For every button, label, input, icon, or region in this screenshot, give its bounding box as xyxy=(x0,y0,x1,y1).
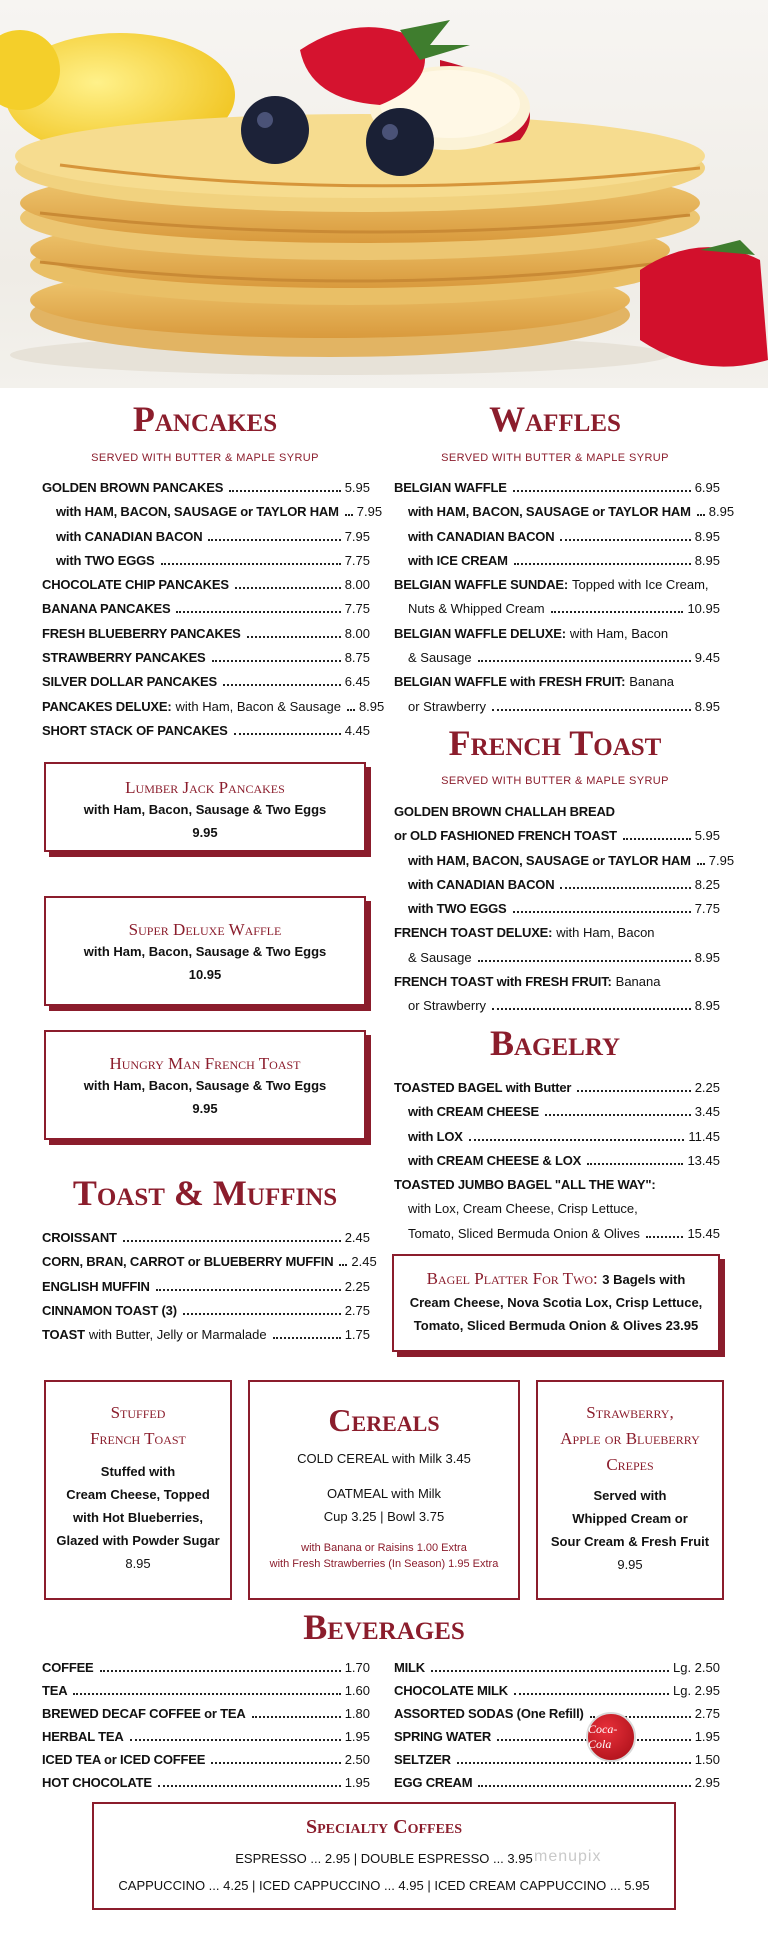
cereal-cold: COLD CEREAL with Milk 3.45 xyxy=(297,1451,471,1466)
menu-item xyxy=(394,1679,720,1702)
menu-item xyxy=(42,1226,370,1250)
toast-muffins-title: Toast & Muffins xyxy=(72,1173,338,1213)
bagelry-list xyxy=(394,1076,720,1246)
item-name: CORN, BRAN, CARROT or BLUEBERRY MUFFIN xyxy=(42,1254,334,1270)
coke-label: Coca-Cola xyxy=(588,1722,618,1751)
menu-item xyxy=(42,1299,370,1323)
special-box-lumber-jack xyxy=(44,762,366,852)
item-price: 2.45 xyxy=(344,1230,370,1245)
special-title: Super Deluxe Waffle xyxy=(128,920,282,939)
item-name: CHOCOLATE CHIP PANCAKES xyxy=(42,577,229,593)
coca-cola-logo xyxy=(586,1712,636,1762)
french-toast-title: French Toast xyxy=(448,723,662,763)
item-price: Lg. 2.50 xyxy=(673,1660,720,1675)
menu-item xyxy=(42,695,385,719)
menu-item xyxy=(42,1275,370,1299)
menu-item xyxy=(394,549,720,573)
watermark-text: menupix xyxy=(534,1848,602,1865)
crepes-price: 9.95 xyxy=(617,1557,643,1572)
menu-item xyxy=(42,1725,370,1748)
cereal-oatmeal: OATMEAL with Milk xyxy=(326,1486,442,1501)
item-note: with Lox, Cream Cheese, Crisp Lettuce, xyxy=(408,1201,638,1217)
item-name: with TWO EGGS xyxy=(408,901,507,917)
item-note: or Strawberry xyxy=(408,698,487,714)
item-name: GOLDEN BROWN PANCAKES xyxy=(42,480,224,495)
item-price: 1.95 xyxy=(344,1775,370,1790)
item-price: 8.95 xyxy=(708,504,735,520)
specialty-line: ESPRESSO ... 2.95 | DOUBLE ESPRESSO ... 3.95 xyxy=(235,1851,533,1866)
pancakes-subtitle: SERVED WITH BUTTER & MAPLE SYRUP xyxy=(91,452,319,464)
item-note: Topped with Ice Cream, xyxy=(571,577,709,593)
item-name: ASSORTED SODAS (One Refill) xyxy=(394,1706,584,1721)
item-name: MILK xyxy=(394,1660,425,1675)
item-price: 8.95 xyxy=(694,528,720,544)
item-name: CROISSANT xyxy=(42,1230,117,1245)
stuffed-french-toast-box xyxy=(44,1380,232,1600)
crepes-line: Sour Cream & Fresh Fruit xyxy=(550,1534,710,1549)
item-price: 8.95 xyxy=(694,552,720,568)
menu-item xyxy=(394,800,720,824)
menu-item xyxy=(394,573,720,597)
stuffed-line: Cream Cheese, Topped xyxy=(66,1487,210,1502)
item-name: BREWED DECAF COFFEE or TEA xyxy=(42,1706,246,1721)
stuffed-line: Glazed with Powder Sugar xyxy=(56,1533,220,1548)
menu-item xyxy=(42,476,370,500)
special-title: Hungry Man French Toast xyxy=(109,1054,301,1073)
cereal-extra: with Fresh Strawberries (In Season) 1.95 Extra xyxy=(269,1558,499,1570)
item-name: with CANADIAN BACON xyxy=(56,528,203,544)
item-name: CINNAMON TOAST (3) xyxy=(42,1302,177,1318)
item-name: with ICE CREAM xyxy=(408,552,508,568)
item-name: BELGIAN WAFFLE xyxy=(394,480,507,495)
crepes-line: Whipped Cream or xyxy=(572,1511,688,1526)
special-price: 9.95 xyxy=(192,1101,218,1116)
item-price: 2.25 xyxy=(344,1278,370,1294)
bagel-platter-box xyxy=(392,1254,720,1352)
crepes-title: Apple or Blueberry xyxy=(560,1429,700,1448)
menu-item xyxy=(394,597,720,621)
item-name: HERBAL TEA xyxy=(42,1729,124,1744)
item-price: 7.95 xyxy=(708,852,735,868)
item-name: BELGIAN WAFFLE DELUXE: xyxy=(394,625,566,641)
menu-item xyxy=(394,921,720,945)
menu-item xyxy=(42,646,370,670)
item-name: with CANADIAN BACON xyxy=(408,528,555,544)
menu-item xyxy=(394,476,720,500)
menu-item xyxy=(42,1679,370,1702)
menu-item xyxy=(394,1725,720,1748)
item-name: with CANADIAN BACON xyxy=(408,876,555,892)
item-price: 1.70 xyxy=(344,1660,370,1675)
menu-item xyxy=(394,1197,720,1221)
item-name: COFFEE xyxy=(42,1660,94,1675)
specialty-line: CAPPUCCINO ... 4.25 | ICED CAPPUCCINO ... 4.95 | ICED CREAM CAPPUCCINO ... 5.95 xyxy=(118,1878,650,1893)
item-name: or OLD FASHIONED FRENCH TOAST xyxy=(394,828,617,844)
platter-line: Tomato, Sliced Bermuda Onion & Olives 23.95 xyxy=(413,1318,699,1333)
item-name: with CREAM CHEESE xyxy=(408,1104,539,1120)
item-note: with Butter, Jelly or Marmalade xyxy=(88,1327,267,1343)
item-note: with Ham, Bacon xyxy=(569,625,669,641)
special-line: with Ham, Bacon, Sausage & Two Eggs xyxy=(83,1078,327,1093)
waffles-subtitle: SERVED WITH BUTTER & MAPLE SYRUP xyxy=(441,452,669,464)
pancake-stack-illustration xyxy=(0,0,768,388)
menu-item xyxy=(42,597,370,621)
item-price: 1.75 xyxy=(344,1327,370,1343)
special-box-super-deluxe-waffle xyxy=(44,896,366,1006)
menu-item xyxy=(394,1771,720,1794)
item-price: 1.60 xyxy=(344,1683,370,1698)
item-name: TEA xyxy=(42,1683,68,1698)
item-price: 9.45 xyxy=(694,650,720,666)
item-note: Tomato, Sliced Bermuda Onion & Olives xyxy=(408,1225,640,1241)
stuffed-title: Stuffed xyxy=(110,1403,166,1422)
item-price: 8.95 xyxy=(358,698,385,714)
item-price: 7.95 xyxy=(356,504,383,520)
menu-item xyxy=(394,1149,720,1173)
menu-item xyxy=(394,1125,720,1149)
menu-item xyxy=(42,1702,370,1725)
hero-photo xyxy=(0,0,768,388)
menu-item xyxy=(42,500,383,524)
item-name: CHOCOLATE MILK xyxy=(394,1683,508,1698)
item-name: TOASTED JUMBO BAGEL "ALL THE WAY": xyxy=(394,1177,656,1193)
special-title: Lumber Jack Pancakes xyxy=(125,778,285,797)
beverages-left-list xyxy=(42,1656,370,1794)
item-note: & Sausage xyxy=(408,949,472,965)
menu-item xyxy=(42,1250,377,1274)
menu-item xyxy=(394,1222,720,1246)
item-name: FRENCH TOAST with FRESH FRUIT: xyxy=(394,974,612,990)
menu-item xyxy=(394,1748,720,1771)
menu-item xyxy=(394,824,720,848)
item-note: Banana xyxy=(629,674,675,690)
item-name: STRAWBERRY PANCAKES xyxy=(42,650,206,666)
item-name: FRESH BLUEBERRY PANCAKES xyxy=(42,625,241,641)
menu-item xyxy=(42,719,370,743)
item-name: SHORT STACK OF PANCAKES xyxy=(42,722,228,738)
item-name: with HAM, BACON, SAUSAGE or TAYLOR HAM xyxy=(408,504,691,520)
special-price: 10.95 xyxy=(188,967,222,982)
item-price: 7.95 xyxy=(344,528,370,544)
pancakes-title: Pancakes xyxy=(132,399,278,439)
toast-muffins-list xyxy=(42,1226,377,1347)
item-note: with Ham, Bacon & Sausage xyxy=(175,698,341,714)
item-name: BELGIAN WAFFLE with FRESH FRUIT: xyxy=(394,674,626,690)
item-name: PANCAKES DELUXE: xyxy=(42,698,172,714)
menu-item xyxy=(394,1173,720,1197)
item-price: 2.45 xyxy=(351,1254,377,1270)
item-price: 11.45 xyxy=(688,1128,720,1144)
stuffed-line: with Hot Blueberries, xyxy=(72,1510,204,1525)
menu-item xyxy=(42,525,370,549)
item-name: TOAST xyxy=(42,1327,85,1343)
item-note: Banana xyxy=(615,974,661,990)
menu-item xyxy=(394,1076,720,1100)
item-price: 8.25 xyxy=(694,876,720,892)
item-price: 1.95 xyxy=(694,1729,720,1744)
menu-item xyxy=(394,1656,720,1679)
item-price: 1.50 xyxy=(694,1752,720,1767)
item-price: 13.45 xyxy=(687,1152,720,1168)
cereal-extra: with Banana or Raisins 1.00 Extra xyxy=(301,1542,467,1554)
french-toast-list xyxy=(394,800,735,1019)
crepes-line: Served with xyxy=(593,1488,667,1503)
pancakes-list xyxy=(42,476,385,743)
item-name: ENGLISH MUFFIN xyxy=(42,1278,150,1294)
menu-item xyxy=(394,670,720,694)
item-name: with CREAM CHEESE & LOX xyxy=(408,1152,582,1168)
french-toast-subtitle: SERVED WITH BUTTER & MAPLE SYRUP xyxy=(441,775,669,787)
item-price: 8.00 xyxy=(344,577,370,593)
menu-item xyxy=(42,1323,370,1347)
menu-item xyxy=(394,946,720,970)
menu-item xyxy=(394,622,720,646)
item-price: 2.75 xyxy=(694,1706,720,1721)
item-price: 10.95 xyxy=(687,601,720,617)
item-price: 5.95 xyxy=(694,828,720,844)
menu-item xyxy=(394,500,735,524)
item-name: with LOX xyxy=(408,1128,463,1144)
item-price: Lg. 2.95 xyxy=(673,1683,720,1698)
item-price: 5.95 xyxy=(344,480,370,495)
item-note: Nuts & Whipped Cream xyxy=(408,601,545,617)
waffles-list xyxy=(394,476,735,719)
menu-item xyxy=(394,873,720,897)
stuffed-price: 8.95 xyxy=(125,1556,151,1571)
cereal-oatmeal-sizes: Cup 3.25 | Bowl 3.75 xyxy=(323,1509,445,1524)
platter-line: Cream Cheese, Nova Scotia Lox, Crisp Lettuce, xyxy=(409,1295,703,1310)
item-price: 1.80 xyxy=(344,1706,370,1721)
beverages-title: Beverages xyxy=(303,1607,465,1647)
special-box-hungry-man xyxy=(44,1030,366,1140)
menu-item xyxy=(394,970,720,994)
item-name: BELGIAN WAFFLE SUNDAE: xyxy=(394,577,568,593)
item-name: BANANA PANCAKES xyxy=(42,601,171,617)
item-price: 8.75 xyxy=(344,650,370,666)
menu-item xyxy=(42,1656,370,1679)
menu-item xyxy=(394,646,720,670)
item-price: 8.00 xyxy=(344,625,370,641)
special-line: with Ham, Bacon, Sausage & Two Eggs xyxy=(83,802,327,817)
menu-item xyxy=(394,1100,720,1124)
item-name: with HAM, BACON, SAUSAGE or TAYLOR HAM xyxy=(408,852,691,868)
menu-item xyxy=(394,1702,720,1725)
menu-item xyxy=(394,849,735,873)
item-price: 3.45 xyxy=(694,1104,720,1120)
item-note: or Strawberry xyxy=(408,998,487,1014)
stuffed-line: Stuffed with xyxy=(100,1464,176,1479)
item-note: with Ham, Bacon xyxy=(556,925,655,941)
item-name: SILVER DOLLAR PANCAKES xyxy=(42,674,217,690)
item-price: 4.45 xyxy=(344,722,370,738)
item-name: EGG CREAM xyxy=(394,1775,473,1790)
menu-item xyxy=(42,1748,370,1771)
item-name: TOASTED BAGEL with Butter xyxy=(394,1080,572,1095)
platter-title: Bagel Platter For Two: xyxy=(426,1269,598,1288)
menu-item xyxy=(42,622,370,646)
item-price: 8.95 xyxy=(694,998,720,1014)
item-price: 8.95 xyxy=(694,698,720,714)
beverages-right-list xyxy=(394,1656,720,1794)
cereals-box xyxy=(248,1380,520,1600)
menu-item xyxy=(394,994,720,1018)
item-price: 7.75 xyxy=(694,901,720,917)
item-price: 2.50 xyxy=(344,1752,370,1767)
item-price: 7.75 xyxy=(344,601,370,617)
bagelry-title: Bagelry xyxy=(489,1023,621,1063)
item-name: FRENCH TOAST DELUXE: xyxy=(394,925,553,941)
special-price: 9.95 xyxy=(192,825,218,840)
stuffed-title: French Toast xyxy=(90,1429,186,1448)
menu-item xyxy=(42,573,370,597)
menu-item xyxy=(394,525,720,549)
crepes-title: Crepes xyxy=(606,1455,654,1474)
cereals-title: Cereals xyxy=(328,1402,440,1438)
special-line: with Ham, Bacon, Sausage & Two Eggs xyxy=(83,944,327,959)
menu-item xyxy=(42,549,370,573)
menu-item xyxy=(394,897,720,921)
item-price: 7.75 xyxy=(344,552,370,568)
item-name: GOLDEN BROWN CHALLAH BREAD xyxy=(394,804,615,819)
item-price: 15.45 xyxy=(687,1225,720,1241)
item-price: 2.95 xyxy=(694,1775,720,1790)
item-price: 1.95 xyxy=(344,1729,370,1744)
platter-heading xyxy=(394,1268,718,1291)
menu-item xyxy=(42,670,370,694)
crepes-box xyxy=(536,1380,724,1600)
item-name: HOT CHOCOLATE xyxy=(42,1775,152,1790)
item-price: 8.95 xyxy=(694,949,720,965)
menu-item xyxy=(394,695,720,719)
item-name: SPRING WATER xyxy=(394,1729,492,1744)
item-name: with TWO EGGS xyxy=(56,552,155,568)
waffles-title: Waffles xyxy=(489,399,621,439)
item-price: 6.45 xyxy=(344,674,370,690)
item-name: with HAM, BACON, SAUSAGE or TAYLOR HAM xyxy=(56,504,339,520)
item-price: 2.75 xyxy=(344,1302,370,1318)
platter-line: 3 Bagels with xyxy=(602,1272,686,1287)
item-name: ICED TEA or ICED COFFEE xyxy=(42,1752,206,1767)
crepes-title: Strawberry, xyxy=(586,1403,674,1422)
item-name: SELTZER xyxy=(394,1752,451,1767)
menu-item xyxy=(42,1771,370,1794)
item-note: & Sausage xyxy=(408,650,472,666)
item-price: 2.25 xyxy=(694,1080,720,1095)
specialty-title: Specialty Coffees xyxy=(305,1816,463,1838)
item-price: 6.95 xyxy=(694,480,720,495)
